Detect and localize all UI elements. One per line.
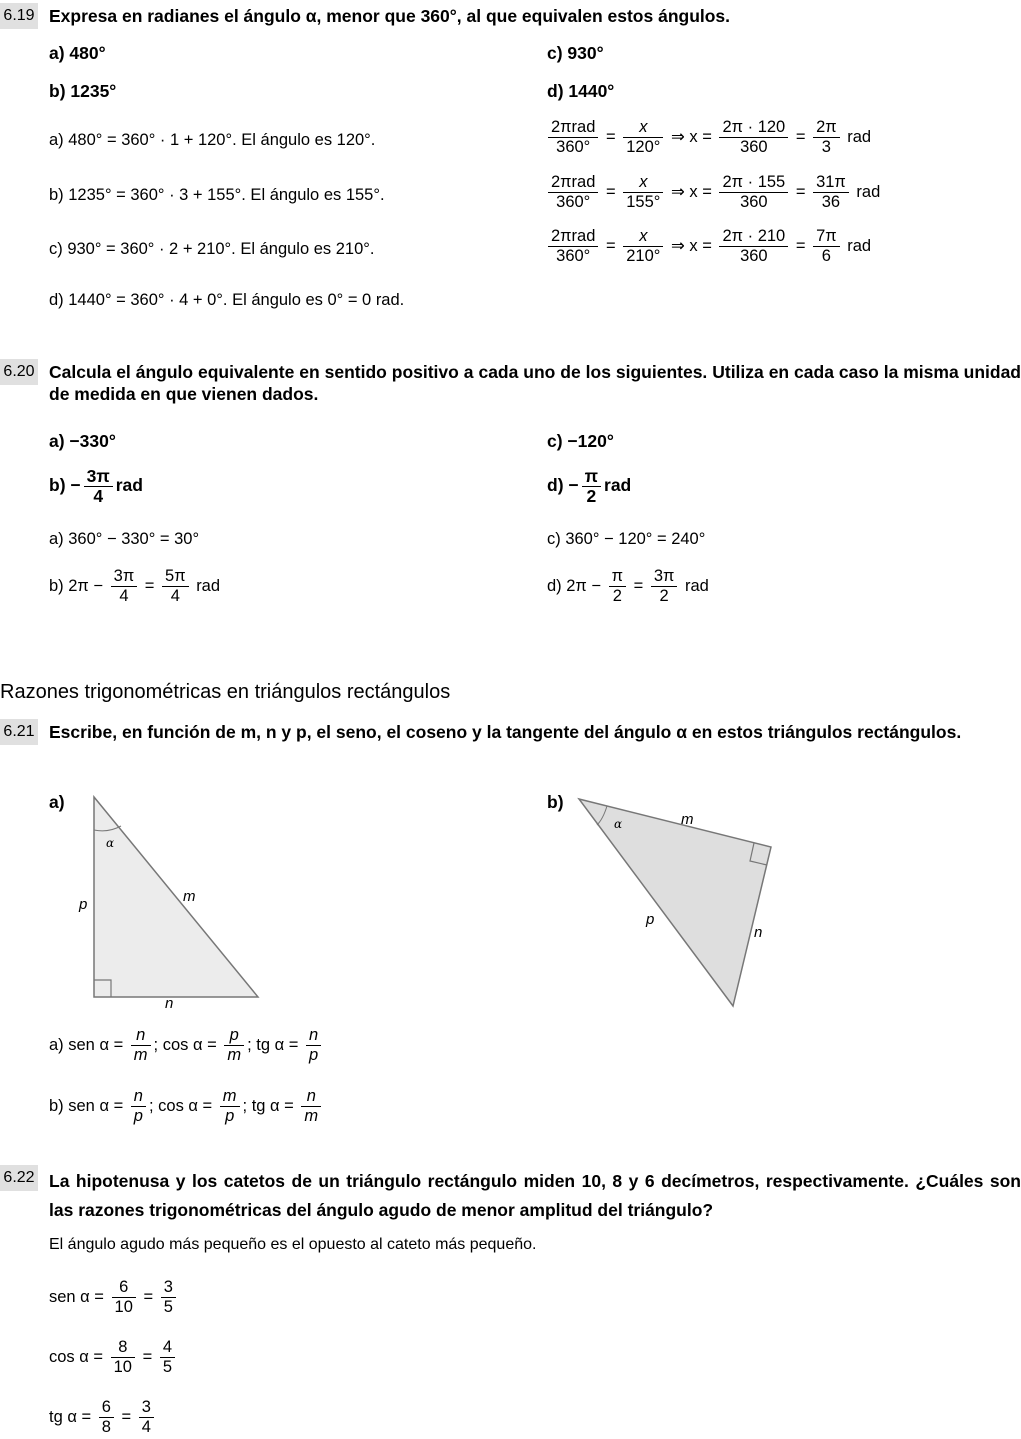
frac-den: m xyxy=(304,1107,319,1125)
frac-den: m xyxy=(133,1046,148,1064)
frac-den: 4 xyxy=(170,587,180,605)
frac-num: 4 xyxy=(160,1338,175,1358)
frac-den: 360° xyxy=(556,138,591,156)
triangle-b xyxy=(579,799,771,1006)
answer-6-22-cos xyxy=(49,1338,178,1377)
equals: = xyxy=(143,1287,154,1306)
frac-num: 3 xyxy=(161,1278,176,1298)
label: d) − xyxy=(547,475,579,496)
equals: = xyxy=(606,182,616,201)
frac-num: x xyxy=(623,173,663,193)
separator: ; tg α = xyxy=(247,1035,299,1054)
frac-num: 3π xyxy=(84,467,113,487)
frac-num: 7π xyxy=(813,227,840,247)
frac-num: 2πrad xyxy=(548,173,598,193)
answer-6-19-d: d) 1440° = 360° · 4 + 0°. El ángulo es 0° = 0 rad. xyxy=(49,291,405,309)
question-6-20: Calcula el ángulo equivalente en sentido positivo a cada uno de los siguientes. Utiliza en cada caso la misma unidad de medida en que vienen dados. xyxy=(49,362,1021,404)
label: b) − xyxy=(49,475,81,496)
frac-num: 6 xyxy=(99,1398,114,1418)
figure-label-b: b) xyxy=(547,792,564,812)
unit: rad xyxy=(685,576,709,595)
implies: ⇒ x = xyxy=(670,182,712,201)
prefix: b) sen α = xyxy=(49,1096,124,1115)
frac-den: 360 xyxy=(740,247,768,265)
answer-6-22-tg xyxy=(49,1398,157,1437)
frac-num: 2πrad xyxy=(548,227,598,247)
question-6-21: Escribe, en función de m, n y p, el seno, el coseno y la tangente del ángulo α en estos triángulos rectángulos. xyxy=(49,722,962,742)
frac-den: m xyxy=(227,1046,242,1064)
equals: = xyxy=(795,182,806,201)
answer-6-21-a xyxy=(49,1026,324,1065)
equals: = xyxy=(633,576,644,595)
frac-num: 5π xyxy=(162,567,189,587)
frac-den: p xyxy=(308,1046,319,1064)
unit: rad xyxy=(604,475,632,496)
frac-den: 360° xyxy=(556,193,591,211)
note-6-22: El ángulo agudo más pequeño es el opuesto al cateto más pequeño. xyxy=(49,1236,537,1253)
item-6-20-c: c) −120° xyxy=(547,431,614,451)
equals: = xyxy=(606,127,616,146)
frac-num: 8 xyxy=(111,1338,135,1358)
frac-num: 3π xyxy=(651,567,678,587)
item-6-19-a: a) 480° xyxy=(49,43,106,63)
prefix: sen α = xyxy=(49,1287,104,1306)
frac-den: 155° xyxy=(626,193,661,211)
frac-num: p xyxy=(224,1026,244,1046)
triangle-b-alpha: α xyxy=(614,817,623,831)
answer-6-21-b xyxy=(49,1087,324,1126)
item-6-20-a: a) −330° xyxy=(49,431,116,451)
unit: rad xyxy=(115,475,143,496)
frac-den: 10 xyxy=(113,1358,132,1376)
problem-number-6-21: 6.21 xyxy=(0,719,38,745)
triangle-a-p: p xyxy=(79,896,88,913)
frac-num: 2π xyxy=(813,118,840,138)
problem-number-6-19: 6.19 xyxy=(0,3,38,29)
section-title: Razones trigonométricas en triángulos rectángulos xyxy=(0,681,451,703)
problem-number-6-20: 6.20 xyxy=(0,359,38,385)
figure-label-a: a) xyxy=(49,792,65,812)
answer-6-20-a: a) 360° − 330° = 30° xyxy=(49,530,200,548)
problem-number-6-22: 6.22 xyxy=(0,1165,38,1191)
separator: ; cos α = xyxy=(153,1035,217,1054)
equals: = xyxy=(144,576,155,595)
prefix: cos α = xyxy=(49,1347,104,1366)
frac-num: n xyxy=(131,1087,146,1107)
prefix: tg α = xyxy=(49,1407,92,1426)
equals: = xyxy=(795,236,806,255)
triangle-a-alpha: α xyxy=(106,836,115,850)
separator: ; cos α = xyxy=(148,1096,213,1115)
frac-num: 6 xyxy=(112,1278,136,1298)
implies: ⇒ x = xyxy=(670,236,712,255)
item-6-19-c: c) 930° xyxy=(547,43,604,63)
frac-den: 2 xyxy=(586,486,597,506)
frac-num: 2π · 120 xyxy=(719,118,788,138)
frac-den: 36 xyxy=(821,193,841,211)
frac-num: x xyxy=(623,227,663,247)
triangle-b-p: p xyxy=(646,911,655,928)
frac-num: n xyxy=(306,1026,321,1046)
prefix: b) 2π − xyxy=(49,576,104,595)
triangle-a-m: m xyxy=(183,888,196,905)
triangle-b-n: n xyxy=(754,924,763,941)
frac-den: 210° xyxy=(626,247,661,265)
frac-num: π xyxy=(609,567,626,587)
frac-den: p xyxy=(225,1107,235,1125)
frac-den: 8 xyxy=(101,1418,111,1436)
equals: = xyxy=(121,1407,132,1426)
frac-den: 4 xyxy=(141,1418,151,1436)
frac-num: π xyxy=(582,467,601,487)
frac-den: 10 xyxy=(114,1298,133,1316)
implies: ⇒ x = xyxy=(670,127,712,146)
frac-den: 5 xyxy=(162,1358,172,1376)
frac-den: 360 xyxy=(740,193,768,211)
frac-num: n xyxy=(301,1087,321,1107)
frac-den: 4 xyxy=(119,587,129,605)
frac-den: 6 xyxy=(821,247,831,265)
frac-num: 2π · 155 xyxy=(719,173,788,193)
triangle-a-n: n xyxy=(165,995,174,1012)
frac-num: x xyxy=(623,118,663,138)
triangle-a xyxy=(78,797,258,1012)
triangle-b-m: m xyxy=(681,811,694,828)
prefix: a) sen α = xyxy=(49,1035,124,1054)
equals: = xyxy=(606,236,616,255)
frac-den: p xyxy=(133,1107,143,1125)
prefix: d) 2π − xyxy=(547,576,602,595)
answer-6-22-sen xyxy=(49,1278,179,1317)
frac-den: 2 xyxy=(612,587,622,605)
frac-den: 360 xyxy=(740,138,768,156)
triangle-b-shape xyxy=(579,799,771,1006)
separator: ; tg α = xyxy=(242,1096,294,1115)
unit: rad xyxy=(847,127,872,146)
item-6-19-b: b) 1235° xyxy=(49,81,117,101)
answer-6-19-a: a) 480° = 360° · 1 + 120°. El ángulo es 120°. xyxy=(49,131,376,149)
equals: = xyxy=(795,127,806,146)
unit: rad xyxy=(856,182,881,201)
unit: rad xyxy=(196,576,221,595)
frac-num: 31π xyxy=(813,173,849,193)
frac-num: 3π xyxy=(111,567,138,587)
frac-den: 2 xyxy=(659,587,669,605)
frac-den: 4 xyxy=(93,486,104,506)
frac-den: 120° xyxy=(626,138,661,156)
frac-num: 2π · 210 xyxy=(719,227,788,247)
question-6-22: La hipotenusa y los catetos de un triángulo rectángulo miden 10, 8 y 6 decímetros, respectivamente. ¿Cuáles son las razones trigonométricas del ángulo agudo de menor amplitud del triángulo? xyxy=(49,1171,1021,1220)
frac-den: 3 xyxy=(821,138,831,156)
answer-6-20-c: c) 360° − 120° = 240° xyxy=(547,530,706,548)
answer-6-19-b: b) 1235° = 360° · 3 + 155°. El ángulo es 155°. xyxy=(49,186,385,204)
frac-num: 3 xyxy=(139,1398,154,1418)
answer-6-19-c: c) 930° = 360° · 2 + 210°. El ángulo es 210°. xyxy=(49,240,375,258)
frac-num: n xyxy=(131,1026,151,1046)
frac-den: 5 xyxy=(163,1298,173,1316)
frac-den: 360° xyxy=(556,247,591,265)
frac-num: m xyxy=(220,1087,240,1107)
equals: = xyxy=(142,1347,153,1366)
item-6-19-d: d) 1440° xyxy=(547,81,615,101)
question-6-19: Expresa en radianes el ángulo α, menor que 360°, al que equivalen estos ángulos. xyxy=(49,6,731,26)
frac-num: 2πrad xyxy=(548,118,598,138)
unit: rad xyxy=(847,236,872,255)
